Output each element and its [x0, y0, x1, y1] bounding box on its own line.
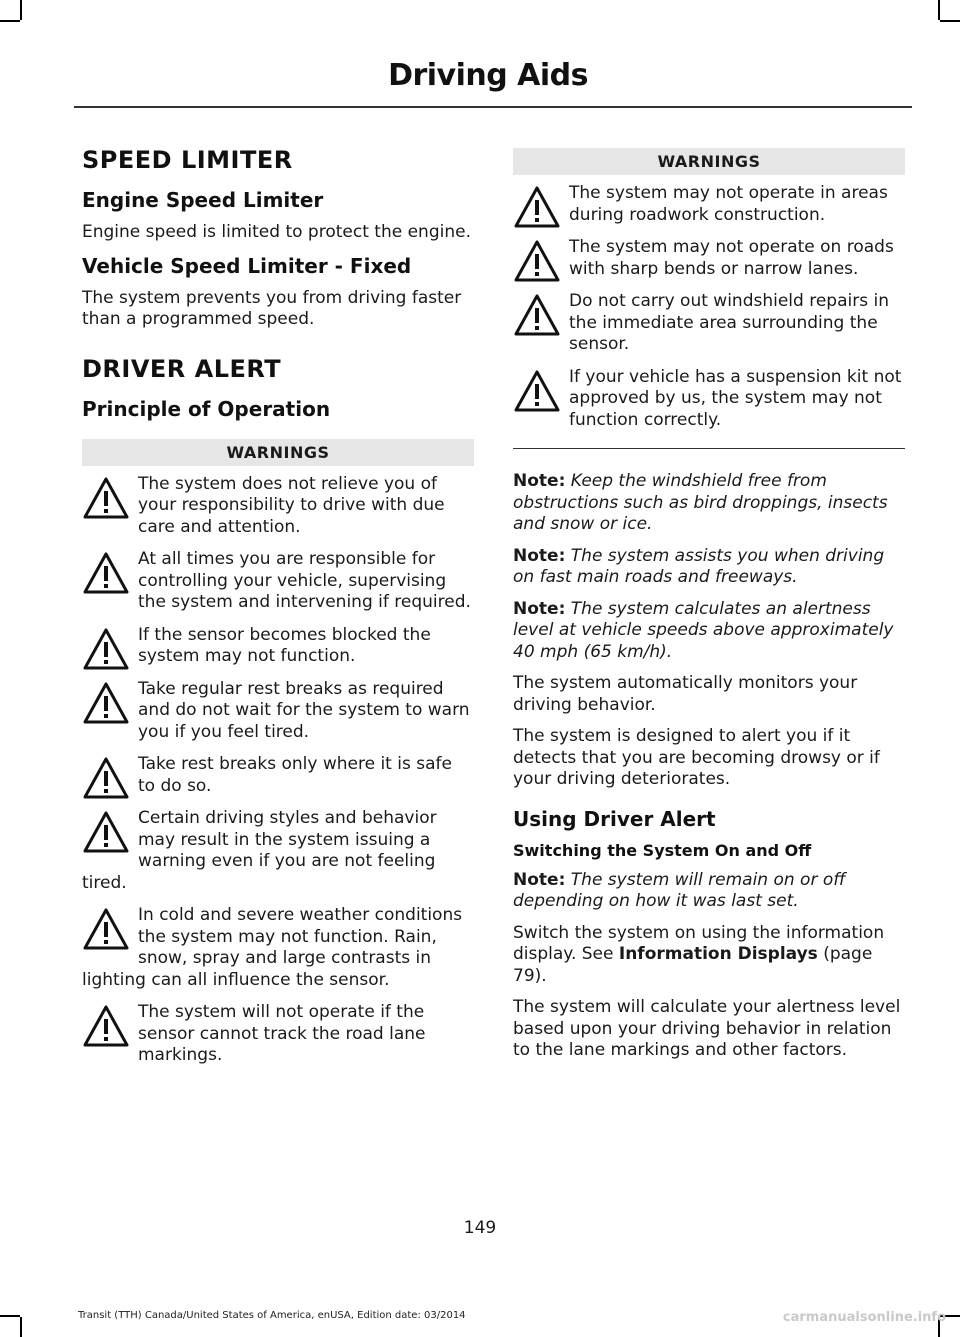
crop-mark: [938, 0, 940, 20]
warning-text: Take rest breaks only where it is safe to do so.: [138, 754, 452, 796]
warning-triangle-icon: [82, 756, 130, 800]
warning-text: The system will not operate if the sensor cannot track the road lane markings.: [138, 1002, 426, 1065]
note-text: The system assists you when driving on fast main roads and freeways.: [513, 545, 885, 587]
left-column: [82, 140, 474, 1078]
warning-text: If your vehicle has a suspension kit not approved by us, the system may not function correctly.: [569, 366, 902, 430]
warnings-list: [513, 183, 905, 442]
speed-limiter-heading: SPEED LIMITER: [82, 146, 293, 174]
warning-triangle-icon: [82, 551, 130, 595]
note-text: The system will remain on or off depending on how it was last set.: [513, 869, 846, 911]
crop-mark: [20, 1317, 22, 1337]
note-text: The system calculates an alertness level at vehicle speeds above approximately 40 mph (65 km/h).: [513, 598, 894, 662]
note-label: Note:: [513, 598, 566, 619]
warning-text: Certain driving styles and behavior may result in the system issuing a warning even if you are not feeling tired.: [82, 808, 437, 893]
warning-triangle-icon: [513, 239, 561, 283]
warning-item: [513, 367, 905, 432]
warning-triangle-icon: [82, 681, 130, 725]
warning-triangle-icon: [82, 907, 130, 951]
warning-item: [82, 474, 474, 539]
note-paragraph: [513, 546, 905, 589]
warning-text: The system may not operate on roads with sharp bends or narrow lanes.: [569, 237, 894, 279]
page-number: 149: [463, 1218, 497, 1238]
warning-item: [82, 808, 474, 894]
calc-text: The system will calculate your alertness level based upon your driving behavior in relation to the lane markings and other factors.: [513, 997, 901, 1060]
warning-item: [82, 625, 474, 668]
switch-text: [513, 923, 905, 988]
crop-mark: [0, 1315, 20, 1317]
warning-triangle-icon: [82, 627, 130, 671]
warning-triangle-icon: [82, 810, 130, 854]
warnings-end-rule: [513, 448, 905, 449]
switch-text-post: (page 79).: [513, 944, 873, 986]
warning-triangle-icon: [513, 185, 561, 229]
note-label: Note:: [513, 471, 566, 491]
warning-triangle-icon: [82, 476, 130, 520]
warning-triangle-icon: [513, 293, 561, 337]
engine-speed-limiter-text: Engine speed is limited to protect the engine.: [82, 222, 471, 242]
watermark: carmanualsonline.info: [782, 1310, 946, 1325]
crop-mark: [20, 0, 22, 20]
warnings-list: [82, 474, 474, 1078]
note-label: Note:: [513, 545, 566, 566]
note-paragraph: [513, 870, 905, 913]
note-paragraph: [513, 599, 905, 664]
warning-item: [82, 754, 474, 797]
warnings-bar: WARNINGS: [513, 148, 905, 175]
switching-heading: Switching the System On and Off: [513, 840, 812, 860]
warning-item: [513, 237, 905, 280]
vehicle-speed-limiter-text: The system prevents you from driving faster than a programmed speed.: [82, 287, 462, 329]
warning-item: [82, 905, 474, 991]
warning-item: [82, 679, 474, 744]
warning-text: Take regular rest breaks as required and do not wait for the system to warn you if you feel tired.: [138, 678, 470, 742]
principle-heading: Principle of Operation: [82, 396, 331, 421]
crop-mark: [0, 20, 20, 22]
warning-item: [513, 183, 905, 226]
page-title: Driving Aids: [388, 58, 588, 93]
warning-text: If the sensor becomes blocked the system may not function.: [138, 624, 431, 666]
note-paragraph: [513, 471, 905, 536]
warning-text: At all times you are responsible for controlling your vehicle, supervising the system and intervening if required.: [138, 549, 471, 612]
vehicle-speed-limiter-heading: Vehicle Speed Limiter - Fixed: [82, 253, 412, 278]
footer-edition: Transit (TTH) Canada/United States of America, enUSA, Edition date: 03/2014: [78, 1310, 466, 1321]
driver-alert-heading: DRIVER ALERT: [82, 354, 282, 383]
using-driver-alert-heading: Using Driver Alert: [513, 806, 716, 831]
warning-text: The system may not operate in areas during roadwork construction.: [569, 183, 888, 225]
switch-text-pre: Switch the system on using the information display. See: [513, 922, 885, 964]
warning-text: Do not carry out windshield repairs in the immediate area surrounding the sensor.: [569, 291, 889, 354]
warning-item: [82, 549, 474, 614]
header-divider: [74, 106, 912, 108]
warning-item: [82, 1002, 474, 1067]
note-label: Note:: [513, 869, 566, 890]
note-text: Keep the windshield free from obstructions such as bird droppings, insects and snow or ice.: [513, 471, 888, 534]
warning-text: In cold and severe weather conditions the system may not function. Rain, snow, spray and large contrasts in lighting can all influence the sensor.: [82, 905, 463, 990]
warning-item: [513, 291, 905, 356]
designed-text: The system is designed to alert you if it detects that you are becoming drowsy or if your driving deteriorates.: [513, 726, 880, 789]
warning-triangle-icon: [82, 1004, 130, 1048]
warning-triangle-icon: [513, 369, 561, 413]
right-column: [513, 140, 905, 1072]
monitor-text: The system automatically monitors your driving behavior.: [513, 673, 858, 715]
warning-text: The system does not relieve you of your responsibility to drive with due care and attention.: [138, 473, 445, 537]
information-displays-link[interactable]: Information Displays: [618, 944, 818, 964]
engine-speed-limiter-heading: Engine Speed Limiter: [82, 188, 324, 212]
crop-mark: [940, 20, 960, 22]
warnings-bar: WARNINGS: [82, 439, 474, 466]
